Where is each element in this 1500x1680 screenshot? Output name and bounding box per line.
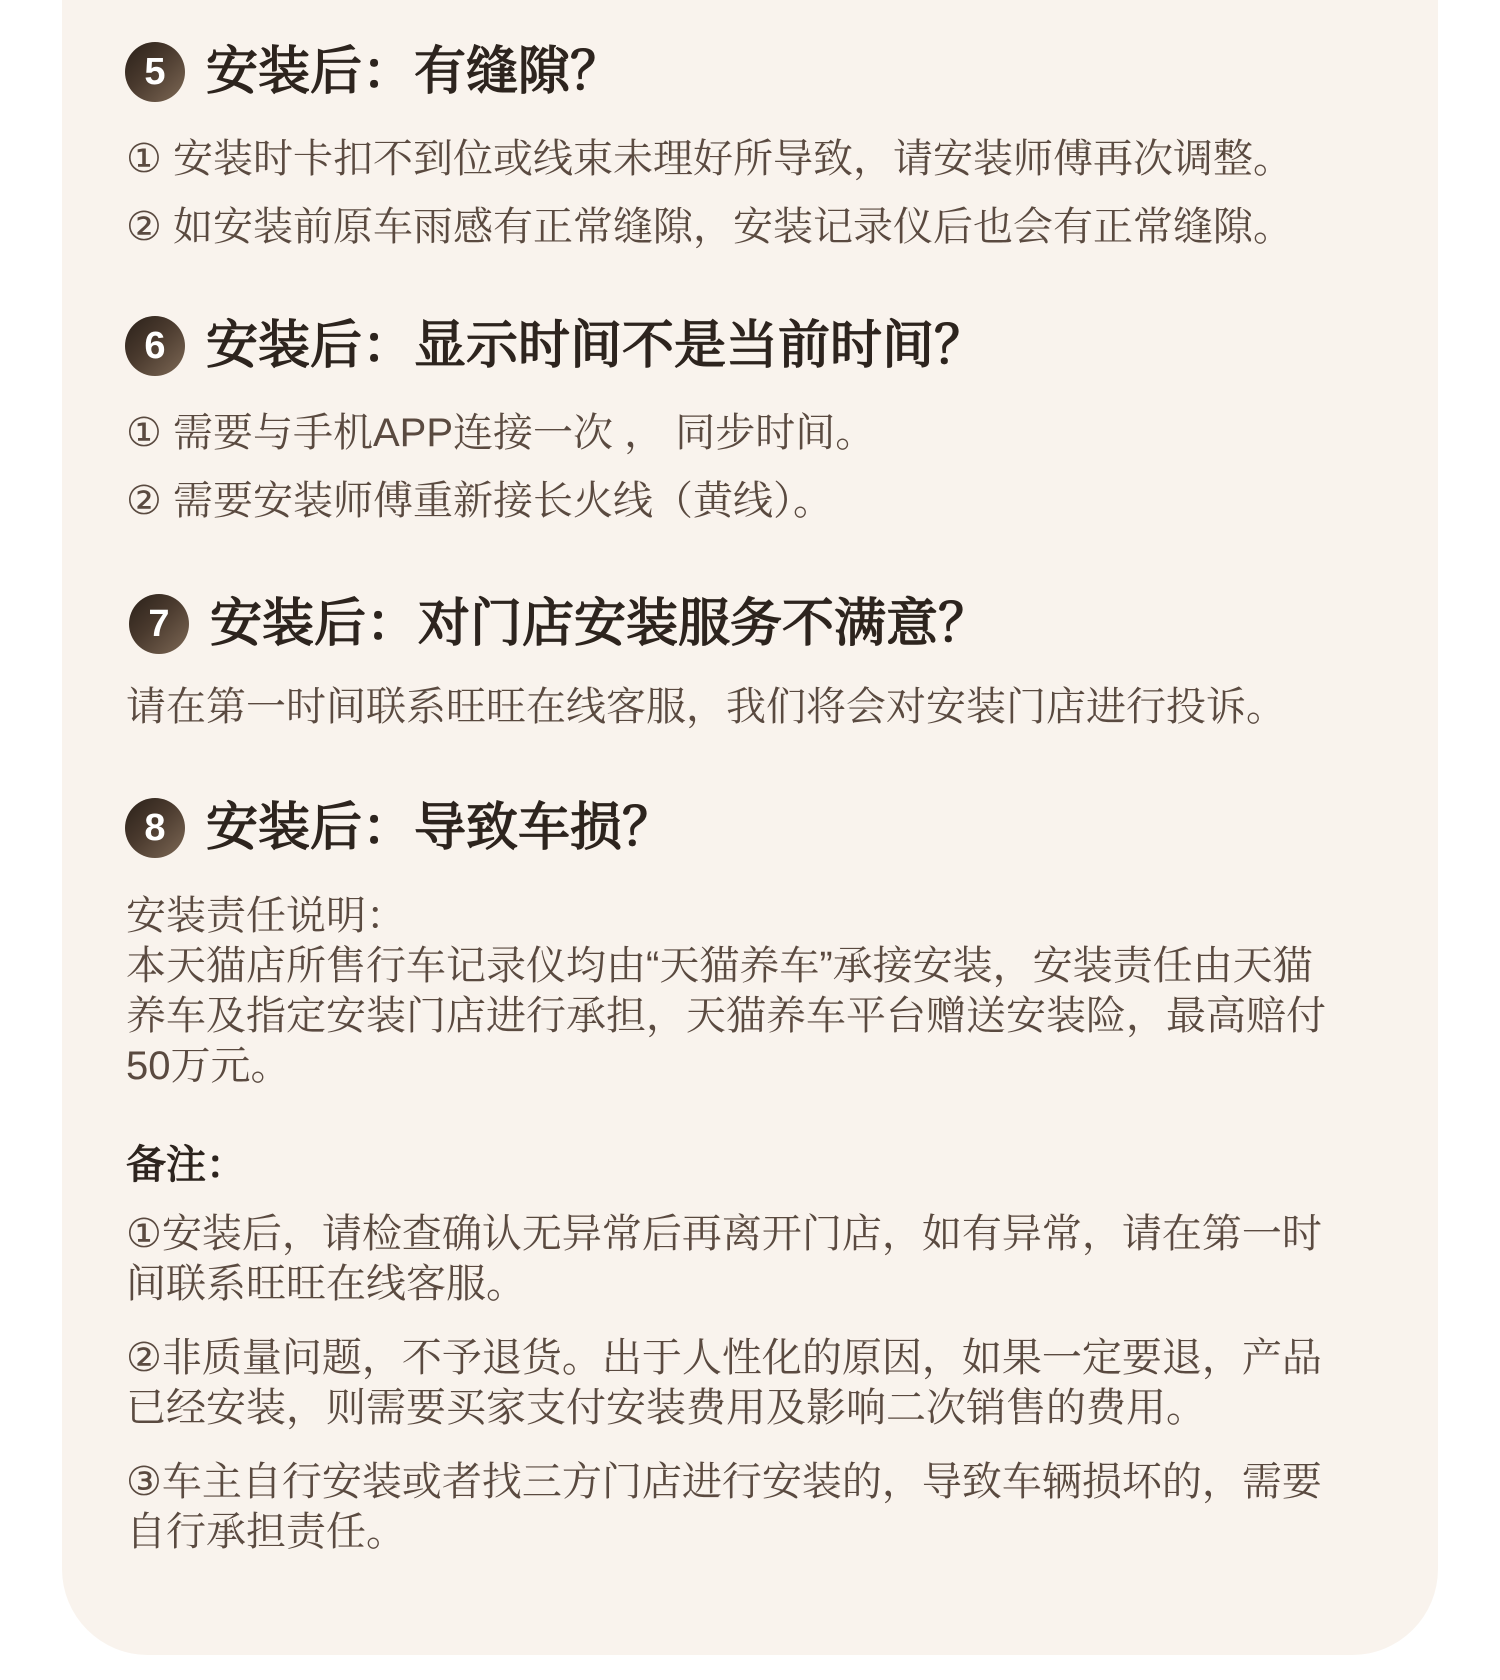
number-badge: 5 [125, 42, 185, 102]
list-item: ② 需要安装师傅重新接长火线（黄线）。 [126, 479, 833, 523]
section-title: 安装后：导致车损？ [206, 799, 675, 857]
note-item: ①安装后，请检查确认无异常后再离开门店，如有异常，请在第一时间联系旺旺在线客服。 [126, 1212, 1322, 1306]
responsibility-text: 本天猫店所售行车记录仪均由“天猫养车”承接安装，安装责任由天猫养车及指定安装门店进行承担，天猫养车平台赠送安装险，最高赔付50万元。 [126, 944, 1326, 1088]
faq-section-8 [125, 796, 1365, 1091]
answer-list [125, 134, 1365, 252]
list-item: ① 安装时卡扣不到位或线束未理好所导致，请安装师傅再次调整。 [126, 137, 1293, 181]
notes-list [125, 1209, 1340, 1557]
section-title: 安装后：显示时间不是当前时间？ [206, 317, 987, 375]
section-heading [125, 40, 1365, 104]
number-badge: 8 [125, 798, 185, 858]
answer-text: 请在第一时间联系旺旺在线客服，我们将会对安装门店进行投诉。 [126, 685, 1286, 729]
list-item: ① 需要与手机APP连接一次 ， 同步时间。 [126, 411, 876, 455]
notes-section [125, 1140, 1365, 1557]
section-heading [125, 796, 1365, 860]
section-title: 安装后：对门店安装服务不满意？ [210, 595, 991, 653]
note-item: ②非质量问题，不予退货。出于人性化的原因，如果一定要退，产品已经安装，则需要买家支付安装费用及影响二次销售的费用。 [126, 1336, 1322, 1430]
faq-section-7 [125, 592, 1365, 732]
responsibility-label: 安装责任说明： [126, 894, 406, 938]
section-heading [129, 592, 1365, 656]
section-title: 安装后：有缝隙？ [206, 43, 623, 101]
answer-list [125, 408, 1365, 526]
number-badge: 6 [125, 316, 185, 376]
note-item: ③车主自行安装或者找三方门店进行安装的，导致车辆损坏的，需要自行承担责任。 [126, 1460, 1322, 1554]
faq-section-6 [125, 314, 1365, 526]
section-heading [125, 314, 1365, 378]
faq-section-5 [125, 40, 1365, 252]
responsibility-block [125, 891, 1340, 1091]
list-item: ② 如安装前原车雨感有正常缝隙，安装记录仪后也会有正常缝隙。 [126, 205, 1293, 249]
notes-title: 备注： [126, 1143, 246, 1187]
number-badge: 7 [129, 594, 189, 654]
